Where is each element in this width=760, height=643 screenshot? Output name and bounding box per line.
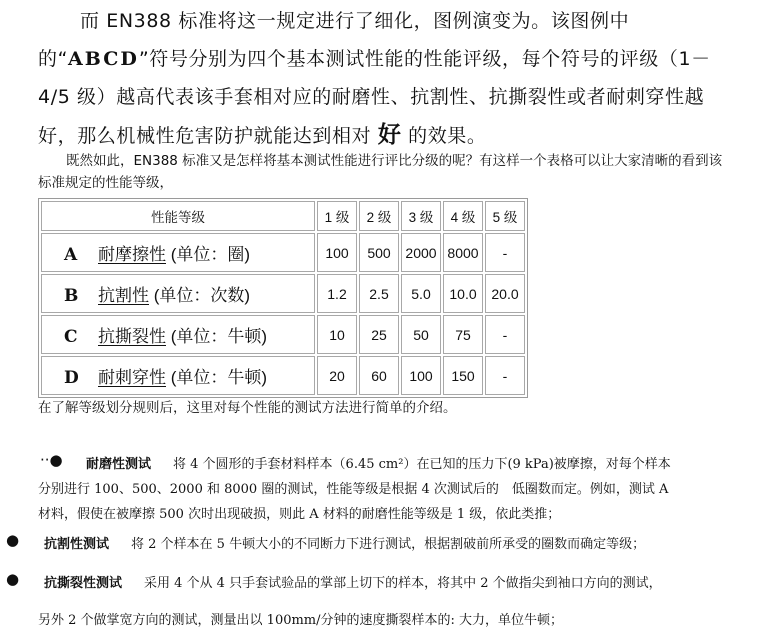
intro-codes: ABCD <box>68 48 139 70</box>
row-unit: (单位：牛顿) <box>170 327 268 346</box>
row-code: B <box>64 286 79 306</box>
header-grade-4: 4 级 <box>443 201 483 231</box>
table-row <box>41 233 525 272</box>
header-grade-1: 1 级 <box>317 201 357 231</box>
table-cell: 25 <box>359 315 399 354</box>
row-unit: (单位：圈) <box>170 245 251 264</box>
abrasion-line-3: 材料，假使在被摩擦 500 次时出现破损，则此 A 材料的耐磨性能等级是 1 级，依此类推； <box>38 507 561 522</box>
row-property: 抗撕裂性 <box>98 327 166 346</box>
intro-text-end: 的效果。 <box>401 125 487 147</box>
cut-bullet-icon: ● <box>6 531 20 549</box>
row-property: 耐刺穿性 <box>98 368 166 387</box>
row-label-a <box>41 233 315 272</box>
row-code: D <box>64 368 79 388</box>
tear-text-1: 采用 4 个从 4 只手套试验品的掌部上切下的样本，将其中 2 个做指尖到袖口方向的测试， <box>144 576 662 591</box>
table-cell: 10.0 <box>443 274 483 313</box>
table-cell: 5.0 <box>401 274 441 313</box>
tear-test-name: 抗撕裂性测试 <box>44 576 123 591</box>
tear-bullet-icon: ● <box>6 570 20 588</box>
question-text: 既然如此，EN388 标准又是怎样将基本测试性能进行评比分级的呢？有这样一个表格可以让大家清晰的看到该标准规定的性能等级， <box>38 153 723 191</box>
table-cell: 500 <box>359 233 399 272</box>
header-grade-2: 2 级 <box>359 201 399 231</box>
header-performance-level: 性能等级 <box>41 201 315 231</box>
table-row <box>41 315 525 354</box>
row-label-d <box>41 356 315 395</box>
intro-text-before-codes: 而 EN388 标准将这一规定进行了细化，图例演变为。该图例中的“ <box>38 10 630 70</box>
table-cell: 75 <box>443 315 483 354</box>
table-cell: 60 <box>359 356 399 395</box>
cut-line-1 <box>44 533 645 552</box>
question-paragraph <box>38 150 728 194</box>
abrasion-line-1 <box>86 453 671 472</box>
row-unit: (单位：次数) <box>153 286 251 305</box>
row-label-c <box>41 315 315 354</box>
tear-line-1 <box>44 572 662 591</box>
table-header-row <box>41 201 525 231</box>
table-cell: 2000 <box>401 233 441 272</box>
abrasion-test-name: 耐磨性测试 <box>86 457 152 472</box>
table-cell: 100 <box>317 233 357 272</box>
intro-paragraph <box>38 2 728 155</box>
intro-text-after-codes: ”符号分别为四个基本测试性能的性能评级，每个符号的评级（1－4/5 级）越高代表该手套相对应的耐磨性、抗割性、抗撕裂性或者耐刺穿性越好，那么机械性危害防护就能达到相对 <box>38 48 711 147</box>
abrasion-line-2: 分别进行 100、500、2000 和 8000 圈的测试，性能等级是根据 4 次测试后的 低圈数而定。例如，测试 A <box>38 482 669 497</box>
table-cell: 10 <box>317 315 357 354</box>
table-cell: 8000 <box>443 233 483 272</box>
table-cell: - <box>485 315 525 354</box>
abrasion-bullet-icon: ··● <box>40 451 63 469</box>
table-row <box>41 274 525 313</box>
header-grade-3: 3 级 <box>401 201 441 231</box>
table-cell: 2.5 <box>359 274 399 313</box>
tear-line-2: 另外 2 个做掌宽方向的测试，测量出以 100mm/分钟的速度撕裂样本的: 大力，单位牛顿； <box>38 613 564 628</box>
after-table-text: 在了解等级划分规则后，这里对每个性能的测试方法进行简单的介绍。 <box>38 400 457 416</box>
intro-emphasis: 好 <box>377 122 402 148</box>
row-unit: (单位：牛顿) <box>170 368 268 387</box>
table-cell: 100 <box>401 356 441 395</box>
abrasion-text-1: 将 4 个圆形的手套材料样本（6.45 cm²）在已知的压力下(9 kPa)被摩擦，对每个样本 <box>173 457 671 472</box>
table-cell: 1.2 <box>317 274 357 313</box>
table-row <box>41 356 525 395</box>
row-code: C <box>64 327 78 347</box>
table-cell: 20.0 <box>485 274 525 313</box>
row-label-b <box>41 274 315 313</box>
table-cell: 50 <box>401 315 441 354</box>
table-cell: 20 <box>317 356 357 395</box>
table-cell: 150 <box>443 356 483 395</box>
cut-test-name: 抗割性测试 <box>44 537 110 552</box>
performance-grade-table <box>38 198 528 398</box>
header-grade-5: 5 级 <box>485 201 525 231</box>
row-property: 耐摩擦性 <box>98 245 166 264</box>
row-property: 抗割性 <box>98 286 149 305</box>
cut-text-1: 将 2 个样本在 5 牛顿大小的不同断力下进行测试，根据割破前所承受的圈数而确定等级； <box>131 537 646 552</box>
row-code: A <box>64 245 78 265</box>
table-cell: - <box>485 356 525 395</box>
table-cell: - <box>485 233 525 272</box>
